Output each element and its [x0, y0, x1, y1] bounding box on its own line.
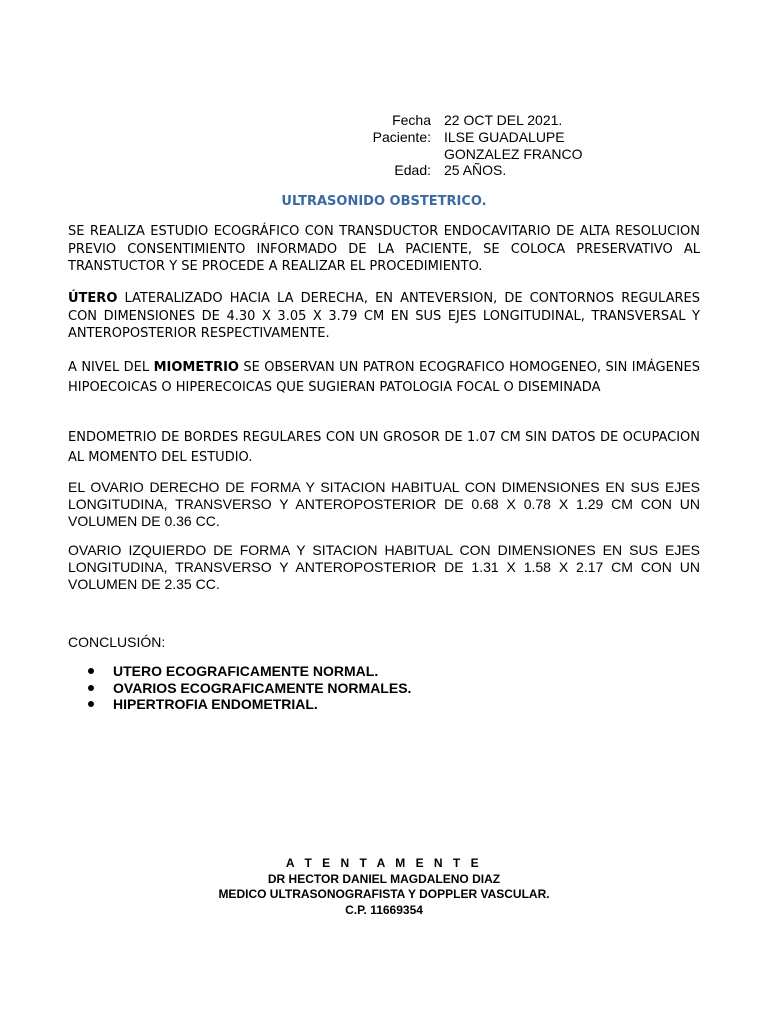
doctor-role: MEDICO ULTRASONOGRAFISTA Y DOPPLER VASCULAR.: [218, 887, 550, 901]
conclusion-label: CONCLUSIÓN:: [68, 634, 166, 650]
doctor-name: DR HECTOR DANIEL MAGDALENO DIAZ: [267, 871, 501, 886]
edad-value: 25 AÑOS.: [444, 162, 507, 178]
intro-paragraph: SE REALIZA ESTUDIO ECOGRÁFICO CON TRANSDUCTOR ENDOCAVITARIO DE ALTA RESOLUCION PREVIO CONSENTIMIENTO INFORMADO DE LA PACIENTE, SE COLOCA PRESERVATIVO AL TRANSTUCTOR Y SE PROCEDE A REALIZAR EL PROCEDIMIENTO.: [68, 224, 700, 274]
miometrio-paragraph: [68, 358, 700, 397]
utero-text: LATERALIZADO HACIA LA DERECHA, EN ANTEVERSION, DE CONTORNOS REGULARES CON DIMENSIONES DE 4.30 X 3.05 X 3.79 CM EN SUS EJES LONGITUDINAL, TRANSVERSAL Y ANTEROPOSTERIOR RESPECTIVAMENTE.: [68, 291, 700, 341]
fecha-label: Fecha: [392, 112, 431, 128]
bullet-icon: [88, 668, 94, 674]
license-number: C.P. 11669354: [345, 902, 423, 917]
paciente-name-line-2: GONZALEZ FRANCO: [444, 146, 583, 162]
bullet-icon: [88, 685, 94, 691]
fecha-value: 22 OCT DEL 2021.: [444, 112, 563, 128]
utero-paragraph: [68, 290, 700, 343]
bullet-icon: [88, 701, 94, 707]
paciente-name-line-1: ILSE GUADALUPE: [444, 129, 565, 145]
list-item: HIPERTROFIA ENDOMETRIAL.: [88, 696, 411, 713]
list-item: OVARIOS ECOGRAFICAMENTE NORMALES.: [88, 680, 411, 697]
closing-text: A T E N T A M E N T E: [285, 856, 483, 870]
miometrio-text: SE OBSERVAN UN PATRON ECOGRAFICO HOMOGENEO, SIN IMÁGENES HIPOECOICAS O HIPERECOICAS QUE SUGIERAN PATOLOGIA FOCAL O DISEMINADA: [68, 360, 700, 395]
ovario-izquierdo-paragraph: OVARIO IZQUIERDO DE FORMA Y SITACION HABITUAL CON DIMENSIONES EN SUS EJES LONGITUDINA, TRANSVERSO Y ANTEROPOSTERIOR DE 1.31 X 1.58 X 2.17 CM CON UN VOLUMEN DE 2.35 CC.: [68, 542, 700, 592]
signature-block: [0, 856, 768, 918]
edad-label: Edad:: [394, 162, 431, 178]
report-title: ULTRASONIDO OBSTETRICO.: [281, 194, 487, 209]
conclusion-list: [88, 663, 411, 713]
miometrio-prefix: A NIVEL DEL: [68, 360, 154, 375]
utero-heading: ÚTERO: [68, 291, 118, 306]
list-item: UTERO ECOGRAFICAMENTE NORMAL.: [88, 663, 411, 680]
paciente-label: Paciente:: [372, 129, 431, 145]
endometrio-paragraph: ENDOMETRIO DE BORDES REGULARES CON UN GROSOR DE 1.07 CM SIN DATOS DE OCUPACION AL MOMENTO DEL ESTUDIO.: [68, 430, 700, 465]
miometrio-heading: MIOMETRIO: [153, 360, 239, 375]
ovario-derecho-paragraph: EL OVARIO DERECHO DE FORMA Y SITACION HABITUAL CON DIMENSIONES EN SUS EJES LONGITUDINA, TRANSVERSO Y ANTEROPOSTERIOR DE 0.68 X 0.78 X 1.29 CM CON UN VOLUMEN DE 0.36 CC.: [68, 479, 700, 529]
